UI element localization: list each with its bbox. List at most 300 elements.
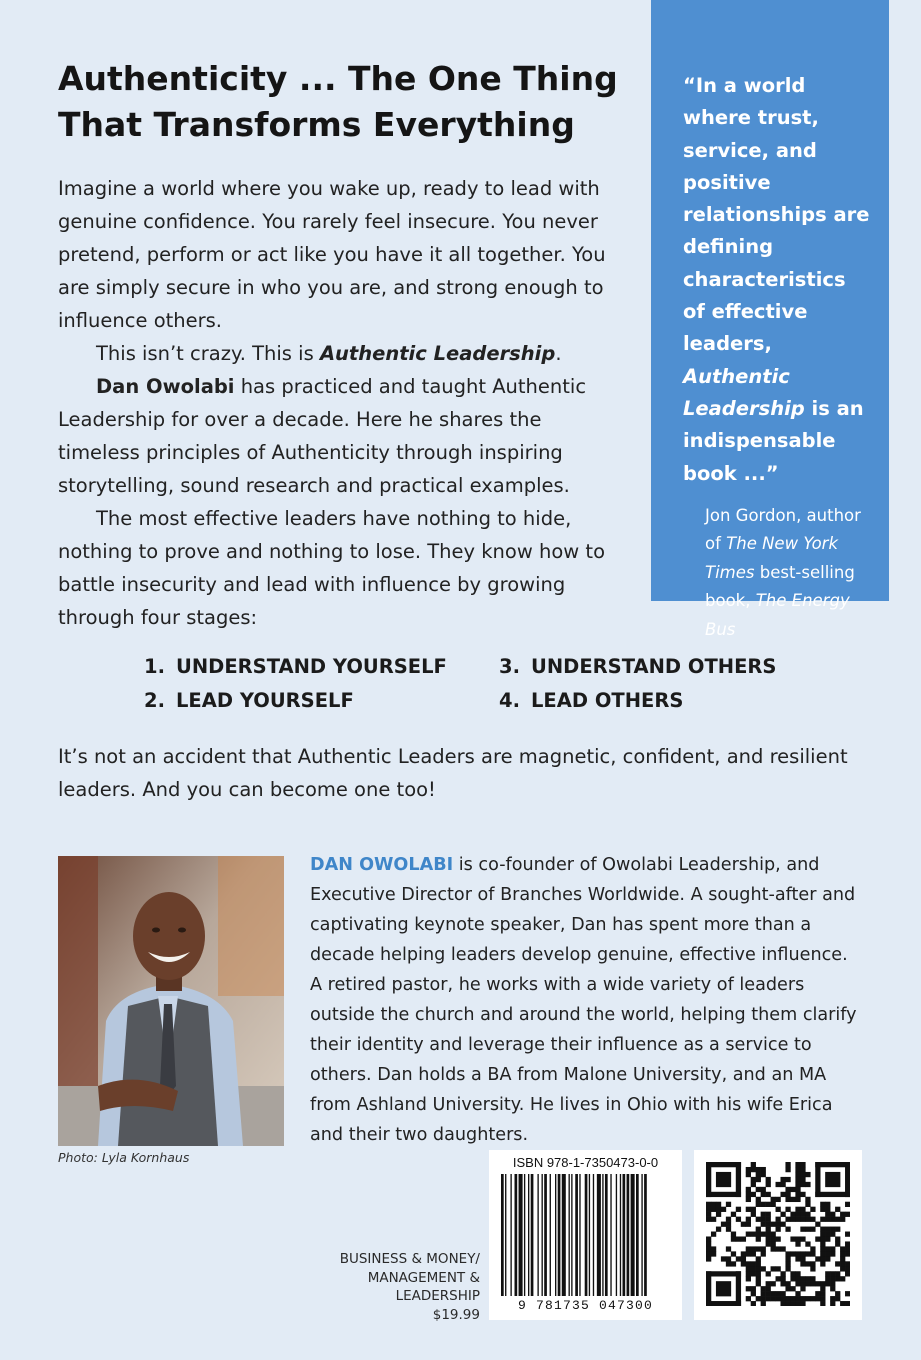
- qr-module: [751, 1301, 756, 1306]
- qr-module: [800, 1261, 805, 1266]
- qr-module: [711, 1217, 716, 1222]
- qr-module: [830, 1251, 835, 1256]
- qr-module: [780, 1222, 785, 1227]
- qr-module: [815, 1281, 820, 1286]
- qr-module: [785, 1281, 790, 1286]
- qr-module: [795, 1291, 800, 1296]
- qr-module: [785, 1217, 790, 1222]
- barcode-bar: [593, 1174, 594, 1296]
- attr-publication: The New York Times: [705, 534, 839, 582]
- endorsement-panel: [651, 0, 889, 639]
- qr-module: [785, 1207, 790, 1212]
- qr-module: [766, 1286, 771, 1291]
- bio-text: is co-founder of Owolabi Leadership, and Executive Director of Branches Worldwide. A sought-after and captivating keynote speaker, Dan has spent more than a decade helping leaders develop genuine, effective influence. A retired pastor, he works with a wide variety of leaders outside the church and around the world, helping them clarify their identity and leverage their influence as a service to others. Dan holds a BA from Malone University, and an MA from Ashland University. He lives in Ohio with his wife Erica and their two daughters.: [310, 855, 857, 1145]
- qr-finder: [825, 1172, 840, 1187]
- qr-module: [766, 1202, 771, 1207]
- qr-module: [820, 1281, 825, 1286]
- qr-module: [731, 1236, 736, 1241]
- qr-module: [751, 1251, 756, 1256]
- qr-code-graphic: [706, 1162, 850, 1306]
- qr-module: [830, 1212, 835, 1217]
- qr-module: [815, 1291, 820, 1296]
- qr-module: [780, 1291, 785, 1296]
- barcode-bar: [579, 1174, 580, 1296]
- qr-module: [805, 1261, 810, 1266]
- qr-module: [795, 1241, 800, 1246]
- qr-module: [741, 1222, 746, 1227]
- qr-module: [726, 1227, 731, 1232]
- barcode-bar: [620, 1174, 621, 1296]
- qr-module: [835, 1276, 840, 1281]
- qr-module: [800, 1301, 805, 1306]
- qr-module: [780, 1271, 785, 1276]
- qr-module: [795, 1296, 800, 1301]
- qr-module: [790, 1187, 795, 1192]
- qr-module: [810, 1246, 815, 1251]
- barcode-bar: [555, 1174, 556, 1296]
- photo-credit: Photo: Lyla Kornhaus: [58, 1150, 190, 1165]
- qr-module: [845, 1266, 850, 1271]
- stage-label: LEAD OTHERS: [531, 689, 684, 712]
- qr-module: [746, 1246, 751, 1251]
- qr-module: [785, 1251, 790, 1256]
- qr-module: [721, 1207, 726, 1212]
- barcode-bar: [575, 1174, 578, 1296]
- barcode-bar: [571, 1174, 572, 1296]
- qr-module: [771, 1296, 776, 1301]
- qr-module: [810, 1266, 815, 1271]
- qr-module: [711, 1246, 716, 1251]
- qr-module: [835, 1227, 840, 1232]
- qr-module: [790, 1212, 795, 1217]
- qr-module: [825, 1246, 830, 1251]
- qr-module: [771, 1291, 776, 1296]
- qr-module: [825, 1232, 830, 1237]
- qr-module: [810, 1281, 815, 1286]
- qr-module: [815, 1222, 820, 1227]
- qr-module: [800, 1256, 805, 1261]
- barcode-bar: [558, 1174, 561, 1296]
- qr-module: [751, 1266, 756, 1271]
- qr-module: [820, 1261, 825, 1266]
- qr-module: [840, 1256, 845, 1261]
- qr-module: [766, 1291, 771, 1296]
- qr-module: [726, 1217, 731, 1222]
- qr-module: [845, 1241, 850, 1246]
- qr-module: [830, 1281, 835, 1286]
- qr-module: [776, 1266, 781, 1271]
- barcode-bar: [544, 1174, 547, 1296]
- qr-module: [736, 1207, 741, 1212]
- qr-module: [820, 1232, 825, 1237]
- barcode-bar: [644, 1174, 647, 1296]
- qr-module: [771, 1202, 776, 1207]
- qr-module: [721, 1222, 726, 1227]
- qr-module: [726, 1246, 731, 1251]
- qr-module: [795, 1192, 800, 1197]
- barcode-bar: [542, 1174, 543, 1296]
- qr-module: [800, 1172, 805, 1177]
- qr-module: [746, 1251, 751, 1256]
- qr-module: [771, 1246, 776, 1251]
- qr-module: [746, 1192, 751, 1197]
- qr-module: [776, 1291, 781, 1296]
- qr-code: [694, 1150, 862, 1320]
- qr-module: [790, 1251, 795, 1256]
- qr-module: [736, 1256, 741, 1261]
- qr-module: [761, 1217, 766, 1222]
- qr-module: [790, 1286, 795, 1291]
- qr-module: [751, 1167, 756, 1172]
- qr-finder: [736, 1271, 741, 1306]
- qr-module: [761, 1172, 766, 1177]
- qr-finder: [716, 1281, 731, 1296]
- qr-module: [820, 1256, 825, 1261]
- qr-module: [795, 1251, 800, 1256]
- qr-module: [845, 1291, 850, 1296]
- qr-module: [761, 1301, 766, 1306]
- barcode-bar: [510, 1174, 511, 1296]
- stage-label: UNDERSTAND OTHERS: [531, 655, 777, 678]
- qr-module: [830, 1217, 835, 1222]
- barcode-bar: [631, 1174, 635, 1296]
- qr-module: [771, 1236, 776, 1241]
- qr-module: [795, 1217, 800, 1222]
- qr-module: [756, 1271, 761, 1276]
- qr-module: [795, 1172, 800, 1177]
- qr-module: [785, 1162, 790, 1167]
- qr-module: [751, 1162, 756, 1167]
- endorsement-attribution: [705, 502, 871, 645]
- qr-module: [805, 1227, 810, 1232]
- barcode-bar: [585, 1174, 588, 1296]
- qr-module: [820, 1241, 825, 1246]
- qr-module: [716, 1207, 721, 1212]
- category-line-1: BUSINESS & MONEY/: [339, 1251, 480, 1267]
- qr-module: [820, 1291, 825, 1296]
- qr-finder: [815, 1162, 820, 1197]
- qr-module: [756, 1266, 761, 1271]
- qr-module: [776, 1197, 781, 1202]
- qr-module: [785, 1227, 790, 1232]
- quote-text-start: “In a world where trust, service, and positive relationships are defining characteristics of effective leaders,: [683, 74, 870, 356]
- qr-module: [776, 1207, 781, 1212]
- qr-module: [741, 1256, 746, 1261]
- intro-p2-end: .: [555, 342, 562, 365]
- qr-module: [825, 1227, 830, 1232]
- qr-module: [840, 1301, 845, 1306]
- qr-module: [810, 1227, 815, 1232]
- author-name-inline: Dan Owolabi: [96, 375, 235, 398]
- qr-module: [706, 1246, 711, 1251]
- qr-module: [800, 1251, 805, 1256]
- quote-book-title: Authentic Leadership: [683, 364, 805, 420]
- qr-module: [845, 1212, 850, 1217]
- qr-module: [825, 1271, 830, 1276]
- qr-module: [820, 1296, 825, 1301]
- qr-module: [800, 1236, 805, 1241]
- book-title-inline: Authentic Leadership: [319, 342, 556, 365]
- qr-module: [820, 1202, 825, 1207]
- qr-module: [785, 1187, 790, 1192]
- qr-module: [771, 1197, 776, 1202]
- qr-module: [795, 1182, 800, 1187]
- qr-module: [766, 1222, 771, 1227]
- barcode-bar: [597, 1174, 601, 1296]
- bio-author-name: DAN OWOLABI: [310, 855, 454, 875]
- qr-module: [746, 1296, 751, 1301]
- qr-module: [711, 1202, 716, 1207]
- qr-module: [756, 1177, 761, 1182]
- qr-module: [820, 1286, 825, 1291]
- qr-module: [726, 1222, 731, 1227]
- qr-module: [761, 1192, 766, 1197]
- qr-module: [726, 1261, 731, 1266]
- qr-module: [820, 1207, 825, 1212]
- qr-module: [825, 1281, 830, 1286]
- qr-module: [766, 1296, 771, 1301]
- qr-module: [746, 1276, 751, 1281]
- qr-module: [785, 1197, 790, 1202]
- qr-module: [835, 1296, 840, 1301]
- qr-module: [830, 1271, 835, 1276]
- category-line-2: MANAGEMENT &: [367, 1269, 480, 1286]
- qr-module: [805, 1202, 810, 1207]
- author-portrait-illustration: [58, 856, 284, 1146]
- qr-module: [780, 1281, 785, 1286]
- qr-module: [761, 1286, 766, 1291]
- qr-module: [776, 1217, 781, 1222]
- qr-module: [830, 1301, 835, 1306]
- attr-mid: best-selling book,: [705, 562, 855, 611]
- qr-module: [835, 1261, 840, 1266]
- qr-module: [810, 1217, 815, 1222]
- qr-module: [805, 1276, 810, 1281]
- qr-module: [776, 1227, 781, 1232]
- qr-module: [840, 1217, 845, 1222]
- qr-module: [776, 1296, 781, 1301]
- qr-module: [790, 1301, 795, 1306]
- qr-module: [800, 1276, 805, 1281]
- qr-module: [785, 1167, 790, 1172]
- qr-module: [835, 1217, 840, 1222]
- qr-module: [815, 1256, 820, 1261]
- qr-module: [800, 1177, 805, 1182]
- qr-module: [835, 1236, 840, 1241]
- qr-module: [756, 1296, 761, 1301]
- qr-module: [785, 1256, 790, 1261]
- qr-module: [771, 1266, 776, 1271]
- barcode-bar: [524, 1174, 525, 1296]
- intro-paragraph-2: [58, 337, 618, 370]
- barcode-bar: [562, 1174, 566, 1296]
- qr-module: [766, 1271, 771, 1276]
- qr-module: [840, 1251, 845, 1256]
- isbn-barcode: [489, 1150, 682, 1320]
- qr-module: [810, 1207, 815, 1212]
- qr-module: [766, 1177, 771, 1182]
- qr-module: [830, 1227, 835, 1232]
- qr-module: [820, 1251, 825, 1256]
- qr-module: [706, 1236, 711, 1241]
- qr-module: [711, 1232, 716, 1237]
- qr-module: [800, 1281, 805, 1286]
- qr-module: [795, 1207, 800, 1212]
- qr-module: [840, 1266, 845, 1271]
- qr-module: [746, 1217, 751, 1222]
- four-stages-list: [144, 652, 844, 716]
- qr-module: [776, 1182, 781, 1187]
- qr-module: [766, 1241, 771, 1246]
- qr-module: [780, 1276, 785, 1281]
- headline-line-1: Authenticity ... The One Thing: [58, 59, 618, 98]
- qr-module: [756, 1232, 761, 1237]
- qr-module: [790, 1217, 795, 1222]
- qr-module: [800, 1286, 805, 1291]
- stage-item: [144, 686, 499, 716]
- barcode-bar: [627, 1174, 630, 1296]
- qr-module: [820, 1217, 825, 1222]
- intro-p3-text: has practiced and taught Authentic Leadership for over a decade. Here he shares the timeless principles of Authenticity through inspiring storytelling, sound research and practical examples.: [58, 375, 587, 497]
- qr-module: [706, 1212, 711, 1217]
- qr-module: [780, 1182, 785, 1187]
- qr-module: [746, 1266, 751, 1271]
- qr-module: [800, 1182, 805, 1187]
- qr-module: [761, 1296, 766, 1301]
- qr-module: [766, 1232, 771, 1237]
- qr-module: [805, 1281, 810, 1286]
- qr-module: [825, 1276, 830, 1281]
- intro-paragraph-3: [58, 370, 618, 502]
- qr-module: [840, 1212, 845, 1217]
- qr-module: [716, 1227, 721, 1232]
- qr-module: [706, 1202, 711, 1207]
- qr-module: [785, 1192, 790, 1197]
- intro-copy: [58, 172, 618, 634]
- qr-module: [746, 1271, 751, 1276]
- qr-module: [751, 1232, 756, 1237]
- qr-module: [751, 1286, 756, 1291]
- qr-module: [716, 1212, 721, 1217]
- qr-module: [795, 1276, 800, 1281]
- qr-module: [815, 1296, 820, 1301]
- qr-module: [746, 1286, 751, 1291]
- qr-module: [711, 1207, 716, 1212]
- qr-module: [706, 1217, 711, 1222]
- qr-module: [746, 1261, 751, 1266]
- qr-module: [736, 1217, 741, 1222]
- stage-number: 3.: [499, 655, 520, 678]
- qr-module: [795, 1177, 800, 1182]
- barcode-bar: [537, 1174, 538, 1296]
- qr-module: [766, 1236, 771, 1241]
- qr-module: [835, 1207, 840, 1212]
- qr-module: [761, 1232, 766, 1237]
- barcode-bar: [610, 1174, 611, 1296]
- qr-module: [795, 1236, 800, 1241]
- price: $19.99: [432, 1306, 480, 1323]
- barcode-bars-graphic: [499, 1174, 672, 1296]
- barcode-digits: 9 781735 047300: [517, 1298, 654, 1313]
- qr-module: [820, 1236, 825, 1241]
- qr-module: [805, 1172, 810, 1177]
- qr-module: [825, 1212, 830, 1217]
- barcode-bar: [636, 1174, 639, 1296]
- barcode-bar: [605, 1174, 608, 1296]
- stage-label: LEAD YOURSELF: [176, 689, 354, 712]
- barcode-bar: [602, 1174, 603, 1296]
- qr-module: [845, 1301, 850, 1306]
- stage-number: 2.: [144, 689, 165, 712]
- qr-module: [780, 1192, 785, 1197]
- qr-module: [790, 1271, 795, 1276]
- qr-module: [830, 1296, 835, 1301]
- qr-module: [830, 1232, 835, 1237]
- qr-module: [761, 1222, 766, 1227]
- qr-finder: [736, 1162, 741, 1197]
- barcode-bar: [515, 1174, 518, 1296]
- barcode-bar: [616, 1174, 617, 1296]
- stage-number: 1.: [144, 655, 165, 678]
- qr-module: [771, 1232, 776, 1237]
- qr-module: [751, 1192, 756, 1197]
- qr-module: [800, 1212, 805, 1217]
- qr-module: [825, 1217, 830, 1222]
- qr-module: [751, 1177, 756, 1182]
- qr-module: [805, 1251, 810, 1256]
- qr-module: [761, 1251, 766, 1256]
- qr-module: [800, 1162, 805, 1167]
- qr-module: [785, 1266, 790, 1271]
- qr-module: [800, 1296, 805, 1301]
- closing-paragraph: It’s not an accident that Authentic Leaders are magnetic, confident, and resilient leaders. And you can become one too!: [58, 745, 848, 801]
- qr-module: [766, 1281, 771, 1286]
- qr-module: [845, 1232, 850, 1237]
- barcode-bar: [519, 1174, 523, 1296]
- qr-module: [776, 1246, 781, 1251]
- qr-module: [751, 1246, 756, 1251]
- qr-module: [746, 1172, 751, 1177]
- stage-item: [499, 652, 839, 682]
- qr-module: [785, 1286, 790, 1291]
- qr-module: [756, 1227, 761, 1232]
- qr-module: [810, 1261, 815, 1266]
- barcode-bar: [501, 1174, 504, 1296]
- qr-module: [771, 1222, 776, 1227]
- qr-module: [795, 1281, 800, 1286]
- stage-label: UNDERSTAND YOURSELF: [176, 655, 447, 678]
- qr-finder: [706, 1271, 711, 1306]
- qr-module: [761, 1246, 766, 1251]
- qr-module: [706, 1256, 711, 1261]
- qr-module: [795, 1187, 800, 1192]
- stage-number: 4.: [499, 689, 520, 712]
- qr-module: [761, 1212, 766, 1217]
- qr-module: [746, 1197, 751, 1202]
- qr-module: [756, 1261, 761, 1266]
- qr-module: [845, 1202, 850, 1207]
- qr-module: [776, 1276, 781, 1281]
- qr-module: [741, 1251, 746, 1256]
- qr-module: [825, 1207, 830, 1212]
- qr-module: [766, 1227, 771, 1232]
- qr-module: [820, 1301, 825, 1306]
- qr-module: [780, 1296, 785, 1301]
- qr-module: [746, 1222, 751, 1227]
- qr-module: [756, 1217, 761, 1222]
- qr-module: [795, 1271, 800, 1276]
- qr-module: [820, 1246, 825, 1251]
